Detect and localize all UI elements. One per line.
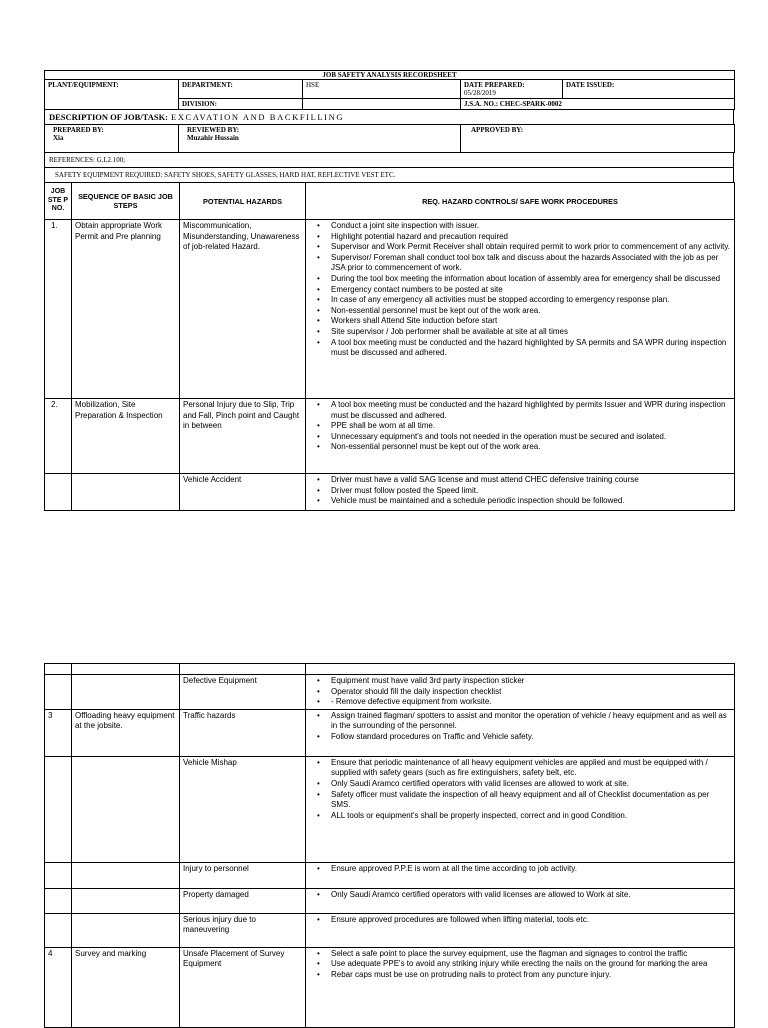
step-hazard: Defective Equipment xyxy=(180,675,306,710)
control-item: • Driver must follow posted the Speed limit. xyxy=(331,486,731,497)
control-item: • Workers shall Attend Site induction before start xyxy=(331,316,731,327)
date-prepared-cell xyxy=(461,80,563,99)
step-hazard: Vehicle Mishap xyxy=(180,756,306,862)
description-label: DESCRIPTION OF JOB/TASK: xyxy=(49,112,169,122)
step-sequence: Mobilization, Site Preparation & Inspection xyxy=(72,399,180,474)
step-number xyxy=(45,474,72,511)
department-value: HSE xyxy=(303,80,461,99)
control-item: • Only Saudi Aramco certified operators with valid licenses are allowed to work at site. xyxy=(331,779,731,790)
step-sequence: Survey and marking xyxy=(72,947,180,1027)
reviewed-by-value: Muzahir Hussain xyxy=(187,134,239,142)
control-item: • Select a safe point to place the survey equipment, use the flagman and signages to control the traffic xyxy=(331,949,731,960)
references-table xyxy=(44,152,734,183)
step-hazard: Personal Injury due to Slip, Trip and Fall, Pinch point and Caught in between xyxy=(180,399,306,474)
col-job-step: JOB STE P NO. xyxy=(45,183,72,220)
step-sequence xyxy=(72,913,180,947)
table-row xyxy=(45,888,735,913)
step-controls xyxy=(306,862,735,888)
step-number: 3 xyxy=(45,709,72,756)
step-controls xyxy=(306,220,735,399)
control-item: • ALL tools or equipment's shall be properly inspected, correct and in good Condition. xyxy=(331,811,731,822)
document-title: JOB SAFETY ANALYSIS RECORDSHEET xyxy=(45,71,735,80)
job-description xyxy=(45,110,734,125)
step-sequence: Obtain appropriate Work Permit and Pre planning xyxy=(72,220,180,399)
table-row xyxy=(45,675,735,710)
control-item: • Supervisor and Work Permit Receiver shall obtain required permit to work prior to commencement of any activity. xyxy=(331,242,731,253)
control-item: • Ensure that periodic maintenance of all heavy equipment vehicles are applied and must be equipped with / supplied with safety gears (such as fire extinguishers, safety belt, etc. xyxy=(331,758,731,779)
step-number xyxy=(45,756,72,862)
control-item: • Non-essential personnel must be kept out of the work area. xyxy=(331,442,731,453)
control-item: • In case of any emergency all activities must be stopped according to emergency response plan. xyxy=(331,295,731,306)
control-item: • Use adequate PPE's to avoid any striking injury while erecting the nails on the ground for marking the area xyxy=(331,959,731,970)
col-controls: REQ. HAZARD CONTROLS/ SAFE WORK PROCEDURES xyxy=(306,183,735,220)
step-controls xyxy=(306,474,735,511)
control-item: • A tool box meeting must be conducted and the hazard highlighted by SA permits and SA WPR during inspection must be discussed and adhered. xyxy=(331,338,731,359)
date-prepared-value: 05/28/2019 xyxy=(464,89,496,97)
control-item: • Driver must have a valid SAG license and must attend CHEC defensive training course xyxy=(331,475,731,486)
step-hazard: Serious injury due to maneuvering xyxy=(180,913,306,947)
step-number: 1. xyxy=(45,220,72,399)
department-label: DEPARTMENT: xyxy=(179,80,303,99)
table-row xyxy=(45,756,735,862)
jsa-steps-table xyxy=(44,182,735,511)
step-sequence xyxy=(72,675,180,710)
table-row xyxy=(45,399,735,474)
step-number xyxy=(45,913,72,947)
control-item: • PPE shall be worn at all time. xyxy=(331,421,731,432)
col-sequence: SEQUENCE OF BASIC JOB STEPS xyxy=(72,183,180,220)
control-item: • Highlight potential hazard and precaution required xyxy=(331,232,731,243)
step-controls xyxy=(306,756,735,862)
table-row xyxy=(45,474,735,511)
table-top-row xyxy=(45,664,735,675)
step-number xyxy=(45,862,72,888)
reviewed-by-label: REVIEWED BY: xyxy=(187,126,240,134)
control-item: • Ensure approved procedures are followed when lifting material, tools etc. xyxy=(331,915,731,926)
column-header-row xyxy=(45,183,735,220)
step-number xyxy=(45,675,72,710)
control-item: • Follow standard procedures on Traffic and Vehicle safety. xyxy=(331,732,731,743)
step-hazard: Property damaged xyxy=(180,888,306,913)
table-row xyxy=(45,913,735,947)
control-item: • - Remove defective equipment from worksite. xyxy=(331,697,731,708)
control-item: • Ensure approved P.P.E is worn at all the time according to job activity. xyxy=(331,864,731,875)
jsa-page-1 xyxy=(44,70,734,511)
control-item: • A tool box meeting must be conducted and the hazard highlighted by permits Issuer and WPR during inspection must be discussed and adhered. xyxy=(331,400,731,421)
control-item: • Conduct a joint site inspection with issuer. xyxy=(331,221,731,232)
jsa-number: J.S.A. NO.: CHEC-SPARK-0002 xyxy=(461,99,735,110)
control-item: • During the tool box meeting the information about location of assembly area for emergency shall be discussed xyxy=(331,274,731,285)
step-number: 4 xyxy=(45,947,72,1027)
prepared-by-cell xyxy=(45,125,179,153)
safety-equipment-required: SAFETY EQUIPMENT REQUIRED: SAFETY SHOES, SAFETY GLASSES, HARD HAT, REFLECTIVE VEST ETC. xyxy=(45,168,734,183)
jsa-steps-table-continued xyxy=(44,663,735,1028)
control-item: • Only Saudi Aramco certified operators with valid licenses are allowed to Work at site. xyxy=(331,890,731,901)
step-hazard: Unsafe Placement of Survey Equipment xyxy=(180,947,306,1027)
step-hazard: Vehicle Accident xyxy=(180,474,306,511)
step-sequence xyxy=(72,888,180,913)
step-controls xyxy=(306,399,735,474)
table-row xyxy=(45,862,735,888)
control-item: • Vehicle must be maintained and a schedule periodic inspection should be followed. xyxy=(331,496,731,507)
step-number xyxy=(45,888,72,913)
step-sequence xyxy=(72,862,180,888)
table-row xyxy=(45,220,735,399)
date-prepared-label: DATE PREPARED: xyxy=(464,81,525,89)
signoff-table xyxy=(44,124,735,153)
control-item: • Assign trained flagman/ spotters to assist and monitor the operation of vehicle / heavy equipment and as well as in the surrounding of the personnel. xyxy=(331,711,731,732)
control-item: • Safety officer must validate the inspection of all heavy equipment and all of Checklist documentation as per SMS. xyxy=(331,790,731,811)
step-sequence xyxy=(72,756,180,862)
control-item: • Non-essential personnel must be kept out of the work area. xyxy=(331,306,731,317)
control-item: • Supervisor/ Foreman shall conduct tool box talk and discuss about the hazards Associated with the job as per JSA prior to commencement of work. xyxy=(331,253,731,274)
step-controls xyxy=(306,913,735,947)
step-hazard: Traffic hazards xyxy=(180,709,306,756)
step-sequence xyxy=(72,474,180,511)
division-value xyxy=(303,99,461,110)
step-controls xyxy=(306,675,735,710)
table-row xyxy=(45,947,735,1027)
control-item: • Operator should fill the daily inspection checklist xyxy=(331,687,731,698)
jsa-header-table xyxy=(44,70,735,110)
approved-by-label: APPROVED BY: xyxy=(471,126,524,134)
prepared-by-value: Xia xyxy=(53,134,64,142)
description-value: EXCAVATION AND BACKFILLING xyxy=(171,112,345,122)
date-issued-label: DATE ISSUED: xyxy=(563,80,735,99)
step-hazard: Miscommunication, Misunderstanding, Unawareness of job-related Hazard. xyxy=(180,220,306,399)
col-hazards: POTENTIAL HAZARDS xyxy=(180,183,306,220)
control-item: • Unnecessary equipment's and tools not needed in the operation must be secured and isolated. xyxy=(331,432,731,443)
step-controls xyxy=(306,947,735,1027)
step-hazard: Injury to personnel xyxy=(180,862,306,888)
plant-equipment-label: PLANT/EQUIPMENT: xyxy=(45,80,179,110)
division-label: DIVISION: xyxy=(179,99,303,110)
step-sequence: Offloading heavy equipment at the jobsite. xyxy=(72,709,180,756)
control-item: • Rebar caps must be use on protruding nails to protect from any puncture injury. xyxy=(331,970,731,981)
description-table xyxy=(44,109,734,125)
table-row xyxy=(45,709,735,756)
prepared-by-label: PREPARED BY: xyxy=(53,126,104,134)
step-number: 2. xyxy=(45,399,72,474)
jsa-page-2 xyxy=(44,663,734,1028)
step-controls xyxy=(306,709,735,756)
reviewed-by-cell xyxy=(179,125,461,153)
references: REFERENCES: G.I.2.100; xyxy=(45,153,734,168)
control-item: • Site supervisor / Job performer shall be available at site at all times xyxy=(331,327,731,338)
control-item: • Equipment must have valid 3rd party inspection sticker xyxy=(331,676,731,687)
control-item: • Emergency contact numbers to be posted at site xyxy=(331,285,731,296)
step-controls xyxy=(306,888,735,913)
approved-by-cell xyxy=(461,125,735,153)
